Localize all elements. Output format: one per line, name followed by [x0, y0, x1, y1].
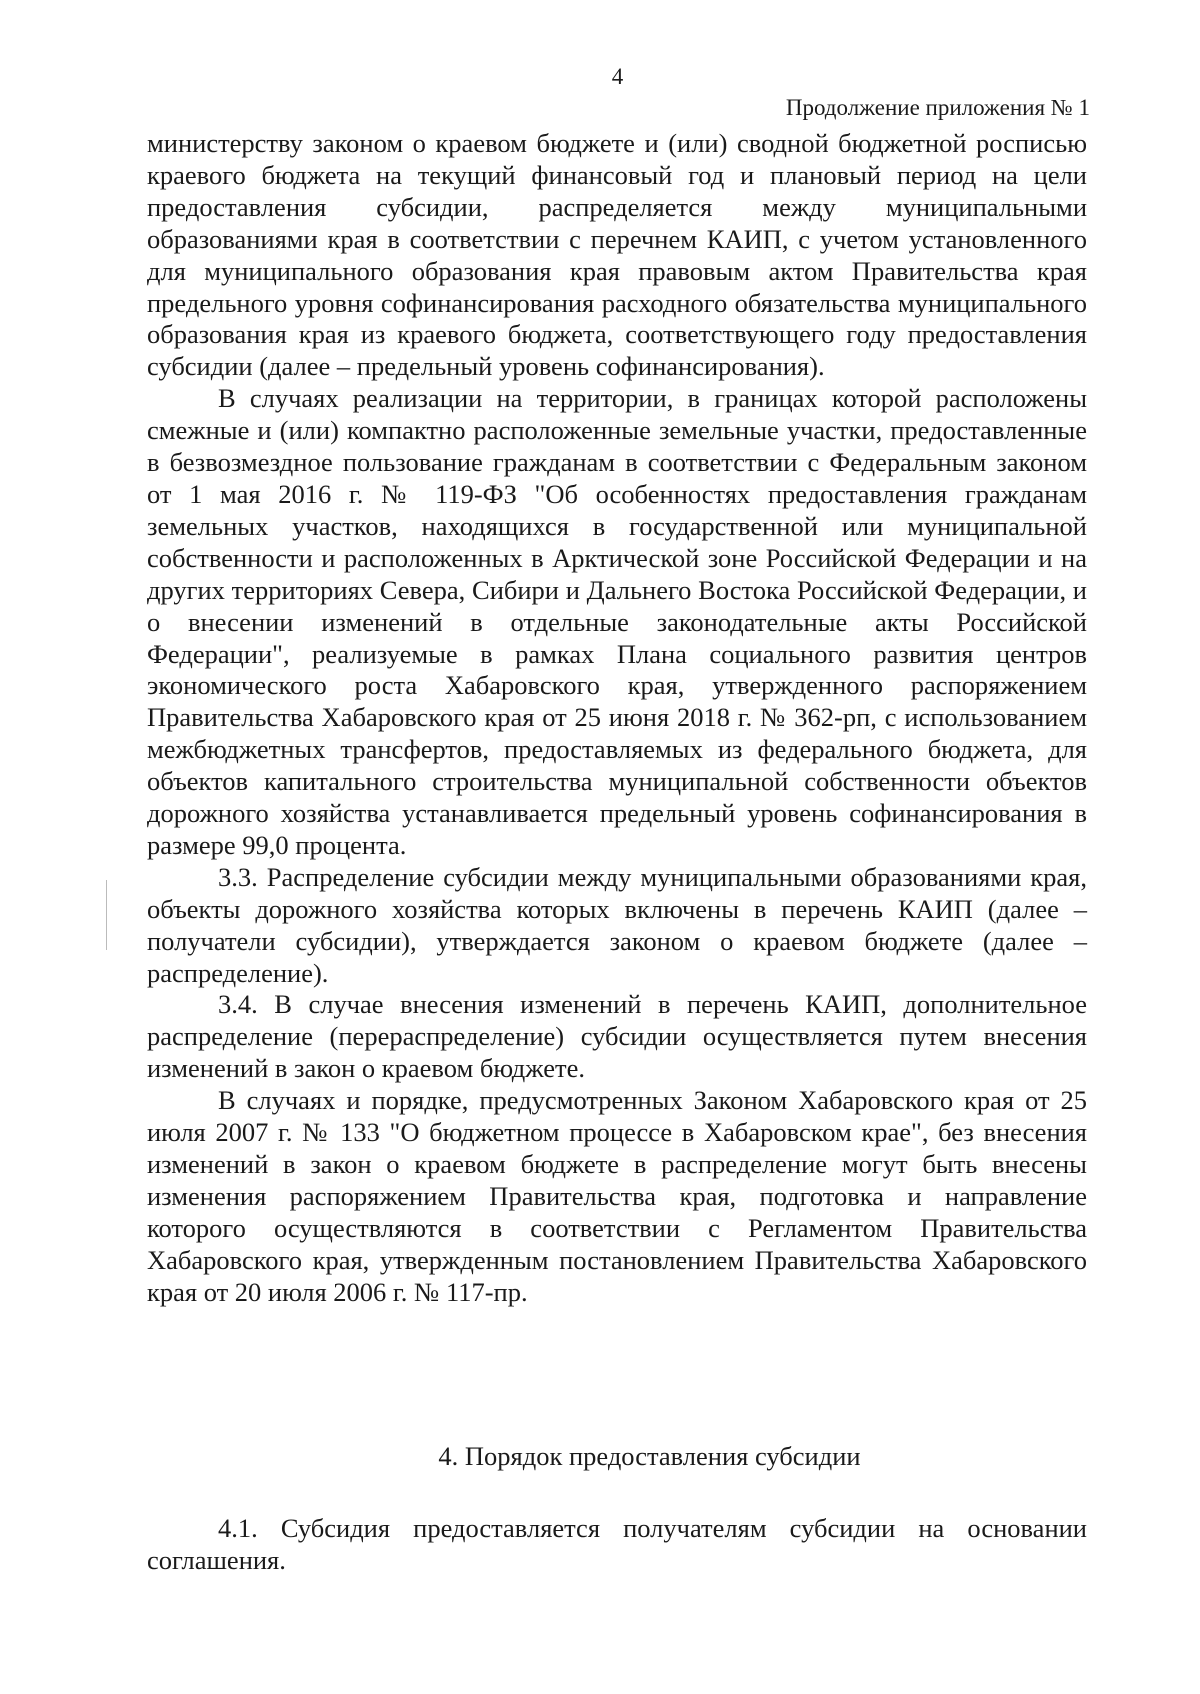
paragraph-continuation: министерству законом о краевом бюджете и (или) сводной бюджетной росписью краевого бюджета на текущий финансовый год и плановый период на цели предоставления субсидии, распределяется между муниципальными образованиями края в соответствии с перечнем КАИП, с учетом установленного для муниципального образования края правовым актом Правительства края предельного уровня софинансирования расходного обязательства муниципального образования края из краевого бюджета, соответствующего году предоставления субсидии (далее – предельный уровень софинансирования). [147, 128, 1087, 382]
paragraph-3-3: 3.3. Распределение субсидии между муниципальными образованиями края, объекты дорожного хозяйства которых включены в перечень КАИП (далее – получатели субсидии), утверждается законом о краевом бюджете (далее – распределение). [147, 861, 1087, 988]
scan-artifact-line [106, 880, 107, 950]
appendix-continuation-note: Продолжение приложения № 1 [785, 95, 1090, 120]
page-number: 4 [611, 64, 624, 89]
section-heading: 4. Порядок предоставления субсидии [438, 1441, 861, 1471]
paragraph-special-cases: В случаях реализации на территории, в границах которой расположены смежные и (или) компактно расположенные земельные участки, предоставленные в безвозмездное пользование гражданам в соответствии с Федеральным законом от 1 мая 2016 г. № 119-ФЗ "Об особенностях предоставления гражданам земельных участков, находящихся в государственной или муниципальной собственности и расположенных в Арктической зоне Российской Федерации и на других территориях Севера, Сибири и Дальнего Востока Российской Федерации, и о внесении изменений в отдельные законодательные акты Российской Федерации", реализуемые в рамках Плана социального развития центров экономического роста Хабаровского края, утвержденного распоряжением Правительства Хабаровского края от 25 июня 2018 г. № 362-рп, с использованием межбюджетных трансфертов, предоставляемых из федерального бюджета, для объектов капитального строительства муниципальной собственности объектов дорожного хозяйства устанавливается предельный уровень софинансирования в размере 99,0 процента. [147, 383, 1087, 860]
document-body [147, 128, 1087, 1309]
paragraph-4-1: 4.1. Субсидия предоставляется получателям субсидии на основании соглашения. [147, 1513, 1087, 1575]
paragraph-redistribution: В случаях и порядке, предусмотренных Законом Хабаровского края от 25 июля 2007 г. № 133 "О бюджетном процессе в Хабаровском крае", без внесения изменений в закон о краевом бюджете в распределение могут быть внесены изменения распоряжением Правительства края, подготовка и направление которого осуществляются в соответствии с Регламентом Правительства Хабаровского края, утвержденным постановлением Правительства Хабаровского края от 20 июля 2006 г. № 117-пр. [147, 1085, 1087, 1307]
paragraph-3-4: 3.4. В случае внесения изменений в перечень КАИП, дополнительное распределение (перераспределение) субсидии осуществляется путем внесения изменений в закон о краевом бюджете. [147, 989, 1087, 1084]
section-body [147, 1512, 1087, 1576]
